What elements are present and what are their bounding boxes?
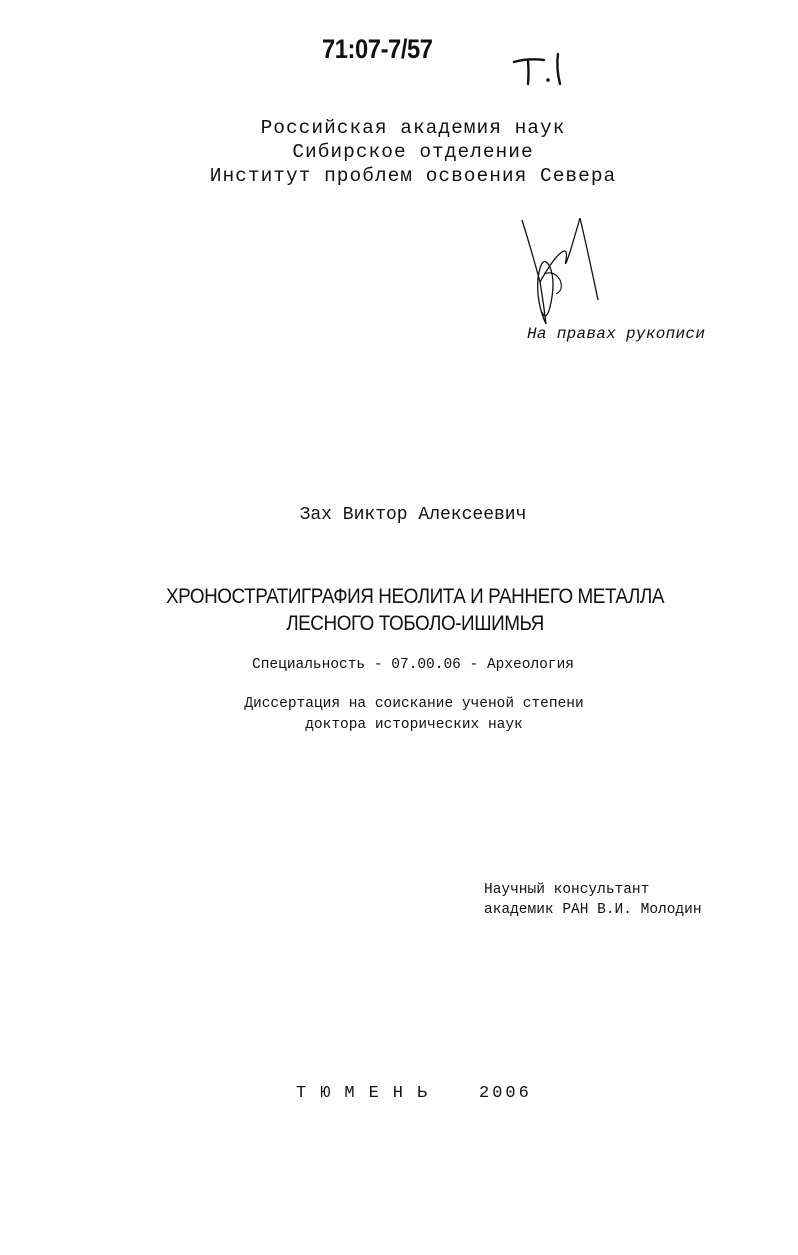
manuscript-rights: На правах рукописи [527, 325, 706, 343]
institution-institute: Институт проблем освоения Севера [209, 165, 617, 187]
consultant-name: академик РАН В.И. Молодин [484, 902, 702, 918]
author-name: Зах Виктор Алексеевич [299, 505, 527, 525]
dissertation-title [0, 583, 798, 637]
signature-drawing [510, 212, 610, 332]
signature [510, 212, 610, 337]
degree-statement [0, 694, 798, 736]
scientific-consultant [484, 880, 702, 920]
institution-academy: Российская академия наук [260, 117, 566, 139]
specialty-line: Специальность - 07.00.06 - Археология [252, 657, 574, 673]
archive-stamp: 71:07-7/57 [322, 34, 433, 64]
title-line-1: ХРОНОСТРАТИГРАФИЯ НЕОЛИТА И РАННЕГО МЕТАЛЛА [165, 585, 665, 608]
handwritten-note-drawing [508, 40, 578, 90]
institution-branch: Сибирское отделение [292, 141, 534, 163]
consultant-label: Научный консультант [484, 882, 650, 898]
city-name: ТЮМЕНЬ [296, 1084, 442, 1103]
handwritten-volume-note [508, 40, 578, 95]
institution-block [0, 116, 798, 188]
degree-line-1: Диссертация на соискание ученой степени [244, 696, 584, 712]
degree-line-2: доктора исторических наук [305, 717, 523, 733]
title-line-2: ЛЕСНОГО ТОБОЛО-ИШИМЬЯ [286, 612, 544, 635]
year: 2006 [479, 1084, 532, 1103]
